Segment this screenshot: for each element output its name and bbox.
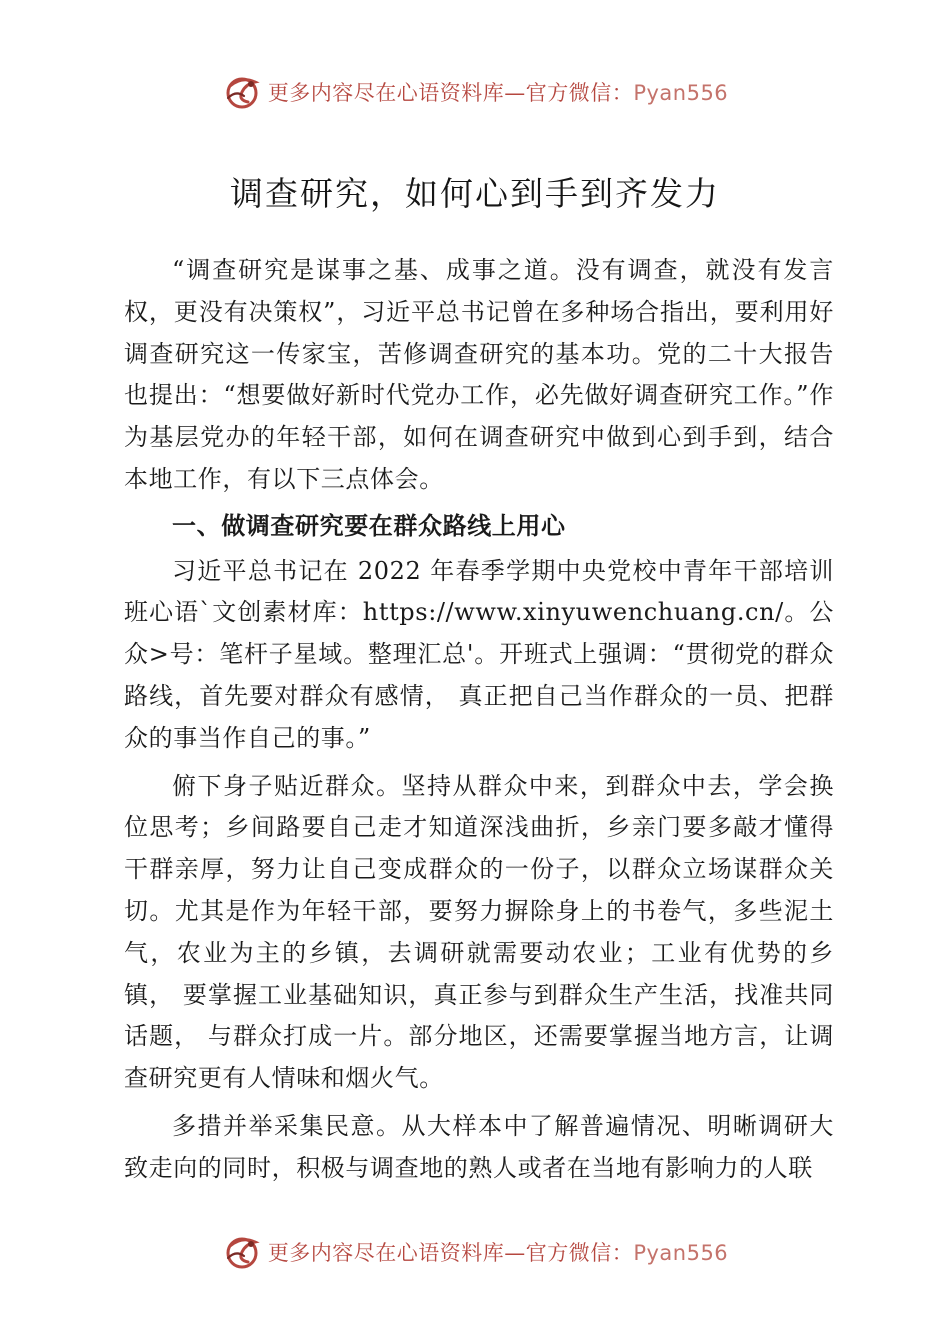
paragraph-intro: “调查研究是谋事之基、成事之道。没有调查，就没有发言权，更没有决策权”，习近平总书记曾在多种场合指出，要利用好调查研究这一传家宝，苦修调查研究的基本功。党的二十大报告也提出：“想要做好新时代党办工作，必先做好调查研究工作。”作为基层党办的年轻干部，如何在调查研究中做到心到手到，结合本地工作，有以下三点体会。	[124, 256, 834, 493]
document-body	[124, 250, 834, 1190]
section-heading: 一、做调查研究要在群众路线上用心	[172, 510, 566, 540]
paragraph-collect-opinions: 多措并举采集民意。从大样本中了解普遍情况、明晰调研大致走向的同时，积极与调查地的熟人或者在当地有影响力的人联	[124, 1111, 834, 1182]
red-swirl-logo-icon	[222, 72, 262, 112]
paragraph-close-to-masses: 俯下身子贴近群众。坚持从群众中来，到群众中去，学会换位思考；乡间路要自己走才知道深浅曲折，乡亲门要多敲才懂得干群亲厚，努力让自己变成群众的一份子，以群众立场谋群众关切。尤其是作为年轻干部，要努力摒除身上的书卷气，多些泥土气，农业为主的乡镇，去调研就需要动农业；工业有优势的乡镇， 要掌握工业基础知识，真正参与到群众生产生活，找准共同话题， 与群众打成一片。部分地区，还需要掌握当地方言，让调查研究更有人情味和烟火气。	[124, 771, 834, 1093]
footer-banner	[0, 1230, 950, 1274]
paragraph-quote: 习近平总书记在 2022 年春季学期中央党校中青年干部培训班心语`文创素材库：https://www.xinyuwenchuang.cn/。公众>号：笔杆子星域。整理汇总'。开班式上强调：“贯彻党的群众路线，首先要对群众有感情， 真正把自己当作群众的一员、把群众的事当作自己的事。”	[124, 556, 834, 752]
banner-text: 更多内容尽在心语资料库—官方微信：Pyan556	[267, 1241, 729, 1265]
wechat-id: Pyan556	[633, 1241, 729, 1265]
red-swirl-logo-icon	[222, 1232, 262, 1272]
banner-text: 更多内容尽在心语资料库—官方微信：Pyan556	[267, 81, 729, 105]
wechat-id: Pyan556	[633, 81, 729, 105]
document-title: 调查研究，如何心到手到齐发力	[230, 174, 720, 213]
header-banner	[0, 70, 950, 114]
